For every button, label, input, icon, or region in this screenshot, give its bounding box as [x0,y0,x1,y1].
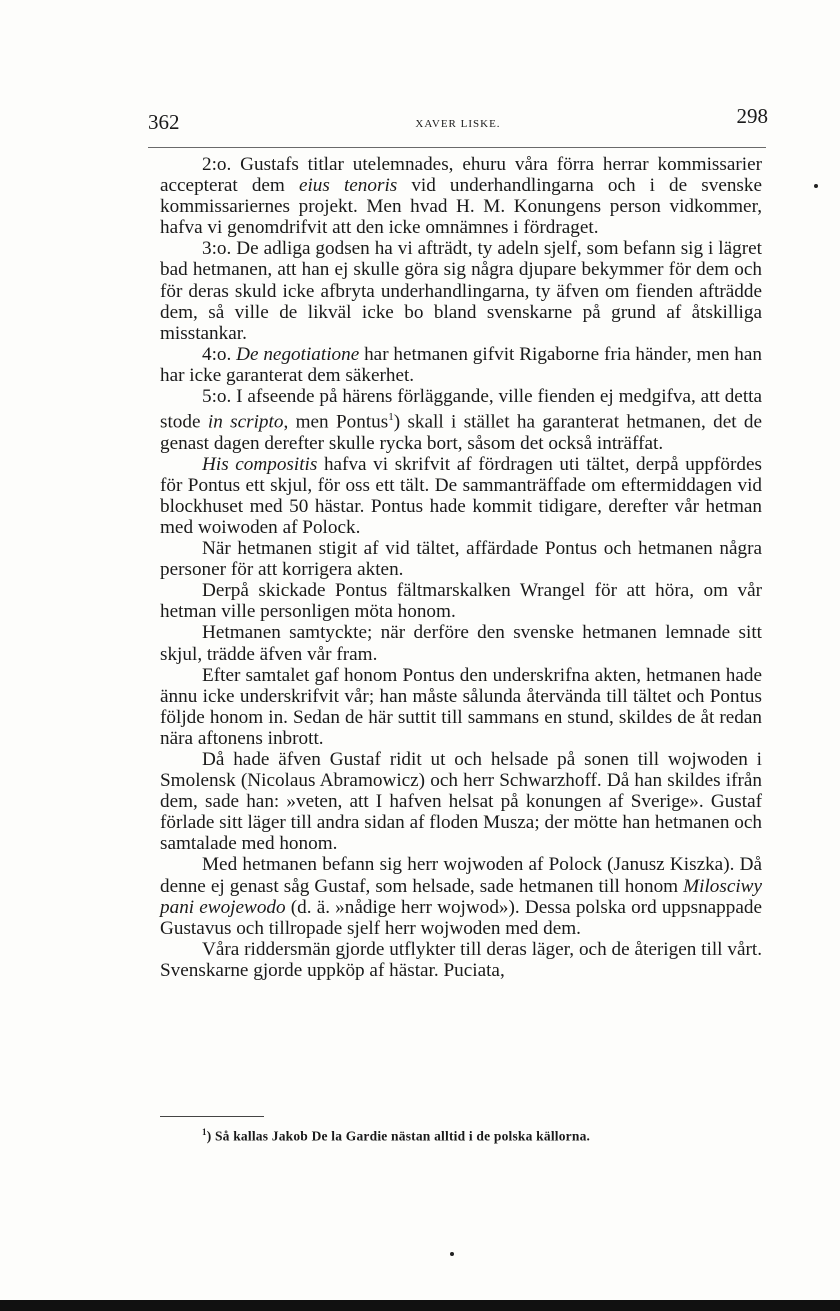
text-run: 5:o. I afseende på härens förläggande, ville fienden ej medgifva, att detta stode [160,386,762,433]
text-run: vid underhandlingarna och i de svenske kommissariernes projekt. Men hvad H. M. Konungens person vidkommer, hafva vi genomdrifvit att den icke omnämnes i fördraget. [160,175,763,239]
text-run: Våra riddersmän gjorde utflykter till deras läger, och de återigen till vårt. Svenskarne gjorde uppköp af hästar. Puciata, [160,938,762,981]
header-rule [148,147,766,148]
text-run: hafva vi skrifvit af fördragen uti tältet, derpå uppfördes för Pontus ett skjul, för oss ett tält. De sammanträffade om eftermiddagen vid blockhuset med 50 hästar. Pontus hade kommit tidigare, derefter vår hetman med woiwoden af Polock. [160,453,762,538]
text-run: Med hetmanen befann sig herr wojwoden af Polock (Janusz Kiszka). Då denne ej genast såg Gustaf, som helsade, sade hetmanen till honom [160,854,762,897]
paragraph [160,454,762,538]
text-run: (d. ä. »nådige herr wojwod»). Dessa polska ord uppsnappade Gustavus och tillropade sjelf herr wojwoden med dem. [160,896,762,939]
text-run: Derpå skickade Pontus fältmarskalken Wrangel för att höra, om vår hetman ville personligen möta honom. [160,580,762,623]
body-text [160,154,762,981]
text-run: Hetmanen samtyckte; när derföre den svenske hetmanen lemnade sitt skjul, trädde äfven vår fram. [160,622,762,665]
scan-edge [0,1300,840,1311]
footnote-marker: 1 [202,1127,207,1137]
paragraph [160,580,762,622]
folio-number: 298 [736,104,768,128]
text-run: har hetmanen gifvit Rigaborne fria händer, men han har icke garanterat dem säkerhet. [160,343,762,386]
paragraph [160,622,762,664]
text-run: 3:o. De adliga godsen ha vi afträdt, ty adeln sjelf, som befann sig i lägret bad hetmanen, att han ej skulle göra sig några djupare bekymmer för dem och för deras skuld icke afbryta underhandlingarna, ty äfven om fienden afträdde dem, så ville de likväl icke bo bland svenskarne på grund af åtskilliga misstankar. [160,238,762,344]
paragraph [160,665,762,749]
footnote-ref: 1 [388,411,394,424]
italic-phrase: De negotiatione [236,343,360,365]
paragraph [160,238,762,343]
paragraph [160,154,762,238]
footnote-text: ) Så kallas Jakob De la Gardie nästan alltid i de polska källorna. [206,1128,591,1144]
italic-phrase: eius tenoris [298,175,398,197]
ink-speck [814,184,818,188]
italic-phrase: in scripto [207,411,284,433]
text-run: När hetmanen stigit af vid tältet, affärdade Pontus och hetmanen några personer för att korrigera akten. [160,538,762,581]
paragraph [160,854,762,938]
footnote-rule [160,1116,264,1117]
paragraph [160,386,762,454]
page-number: 362 [148,110,180,134]
paragraph [160,538,762,580]
italic-phrase: Milosciwy pani ewojewodo [160,875,762,918]
footnote [202,1127,590,1145]
text-run: Då hade äfven Gustaf ridit ut och helsade på sonen till wojwoden i Smolensk (Nicolaus Abramowicz) och herr Schwarzhoff. Då han skildes ifrån dem, sade han: »veten, att I hafven helsat på konungen af Sverige». Gustaf förlade sitt läger till andra sidan af floden Musza; der mötte han hetmanen och samtalade med honom. [160,749,762,855]
running-head: XAVER LISKE. [415,118,501,130]
page-header [148,104,768,140]
paragraph [160,344,762,386]
text-run: Efter samtalet gaf honom Pontus den underskrifna akten, hetmanen hade ännu icke underskrifvit vår; han måste sålunda återvända till tältet och Pontus följde honom in. Sedan de här suttit till sammans en stund, skildes de åt redan nära aftonens inbrott. [160,664,762,749]
paragraph [160,749,762,854]
text-run: ) skall i stället ha garanterat hetmanen, det de genast dagen derefter skulle rycka bort, såsom det också inträffat. [160,411,762,454]
text-run: 2:o. Gustafs titlar utelemnades, ehuru våra förra herrar kommissarier accepterat dem [160,154,762,197]
ink-speck [450,1252,454,1256]
text-run: , men Pontus [283,411,389,433]
italic-phrase: His compositis [202,453,318,475]
text-run: 4:o. [202,343,237,365]
paragraph [160,939,762,981]
